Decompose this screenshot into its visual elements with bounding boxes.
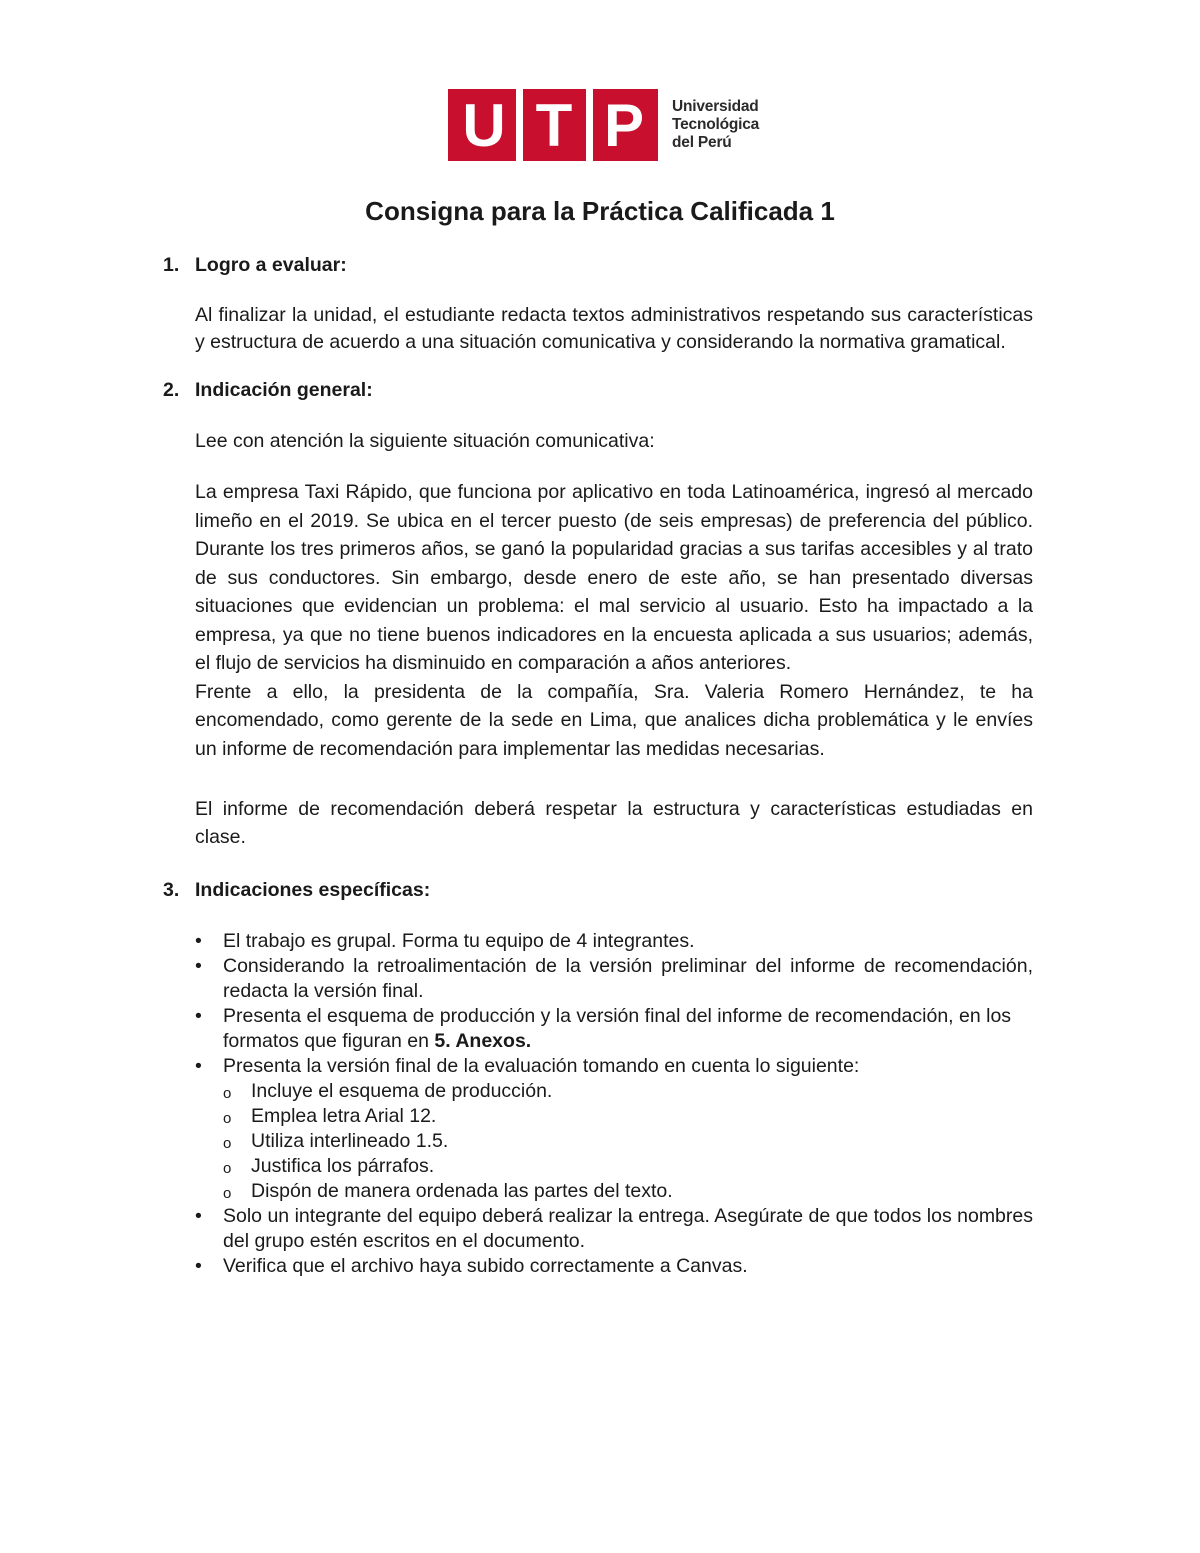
logo-divider — [586, 89, 593, 161]
section-2-intro: Lee con atención la siguiente situación comunicativa: — [195, 430, 655, 452]
document-body — [163, 252, 1033, 1279]
list-item-text: Verifica que el archivo haya subido correctamente a Canvas. — [223, 1255, 748, 1277]
sub-list-item-text: Utiliza interlineado 1.5. — [251, 1130, 449, 1152]
section-number: 3. — [163, 879, 180, 901]
section-2-paragraph-1: La empresa Taxi Rápido, que funciona por aplicativo en toda Latinoamérica, ingresó al mercado limeño en el 2019. Se ubica en el tercer puesto (de seis empresas) de preferencia del público. Durante los tres primeros años, se ganó la popularidad gracias a sus tarifas accesibles y al trato de sus conductores. Sin embargo, desde enero de este año, se han presentado diversas situaciones que evidencian un problema: el mal servicio al usuario. Esto ha impactado a la empresa, ya que no tiene buenos indicadores en la encuesta aplicada a sus usuarios; además, el flujo de servicios ha disminuido en comparación a años anteriores. — [195, 481, 1033, 674]
circle-bullet-icon: o — [223, 1135, 232, 1152]
sub-list-item-text: Incluye el esquema de producción. — [251, 1080, 553, 1102]
section-1-heading — [163, 252, 1033, 279]
section-title: Indicación general: — [195, 379, 373, 401]
list-item — [163, 1254, 1033, 1279]
bullet-icon: • — [195, 1055, 202, 1077]
section-title: Indicaciones específicas: — [195, 879, 431, 901]
bullet-icon: • — [195, 955, 202, 977]
logo-wordmark — [672, 89, 759, 161]
bullet-icon: • — [195, 1205, 202, 1227]
specific-instructions-list — [163, 929, 1033, 1279]
logo-letter-t: T — [535, 92, 573, 159]
section-2-heading — [163, 377, 1033, 404]
sub-list-item — [163, 1104, 1033, 1129]
circle-bullet-icon: o — [223, 1185, 232, 1202]
list-item-text: Solo un integrante del equipo deberá realizar la entrega. Asegúrate de que todos los nombres del grupo estén escritos en el documento. — [223, 1205, 1033, 1252]
list-item-text: Presenta el esquema de producción y la versión final del informe de recomendación, en los formatos que figuran en — [223, 1005, 1012, 1052]
sub-list-item — [163, 1179, 1033, 1204]
list-item — [163, 1054, 1033, 1204]
circle-bullet-icon: o — [223, 1085, 232, 1102]
logo-line-3: del Perú — [672, 134, 732, 151]
logo-divider — [516, 89, 523, 161]
list-item — [163, 1204, 1033, 1254]
sub-list-item — [163, 1154, 1033, 1179]
sub-list-item-text: Justifica los párrafos. — [251, 1155, 435, 1177]
bullet-icon: • — [195, 930, 202, 952]
sub-list-item — [163, 1079, 1033, 1104]
section-1-text: Al finalizar la unidad, el estudiante redacta textos administrativos respetando sus características y estructura de acuerdo a una situación comunicativa y considerando la normativa gramatical. — [195, 304, 1033, 353]
sub-list-item-text: Dispón de manera ordenada las partes del texto. — [251, 1180, 673, 1202]
logo-line-2: Tecnológica — [672, 116, 760, 133]
sub-list-item-text: Emplea letra Arial 12. — [251, 1105, 437, 1127]
list-item-text: Presenta la versión final de la evaluación tomando en cuenta lo siguiente: — [223, 1055, 860, 1077]
circle-bullet-icon: o — [223, 1160, 232, 1177]
document-title: Consigna para la Práctica Calificada 1 — [365, 196, 835, 226]
circle-bullet-icon: o — [223, 1110, 232, 1127]
list-item-text: El trabajo es grupal. Forma tu equipo de 4 integrantes. — [223, 930, 695, 952]
section-title: Logro a evaluar: — [195, 254, 347, 276]
utp-logo — [448, 89, 759, 161]
annex-reference: 5. Anexos. — [434, 1030, 532, 1052]
logo-letter-p: P — [603, 92, 645, 159]
format-requirements-list — [223, 1079, 1033, 1204]
section-3-heading — [163, 877, 1033, 904]
section-2-paragraph-2: Frente a ello, la presidenta de la compañía, Sra. Valeria Romero Hernández, te ha encomendado, como gerente de la sede en Lima, que analices dicha problemática y le envíes un informe de recomendación para implementar las medidas necesarias. — [195, 680, 1033, 760]
section-number: 1. — [163, 254, 180, 276]
bullet-icon: • — [195, 1005, 202, 1027]
section-number: 2. — [163, 379, 180, 401]
logo-letter-u: U — [462, 92, 506, 159]
section-2-paragraph-3: El informe de recomendación deberá respetar la estructura y características estudiadas en clase. — [195, 798, 1033, 848]
list-item — [163, 1004, 1033, 1054]
list-item — [163, 954, 1033, 1004]
list-item-text: Considerando la retroalimentación de la versión preliminar del informe de recomendación, redacta la versión final. — [223, 955, 1033, 1002]
logo-mark — [448, 89, 658, 161]
bullet-icon: • — [195, 1255, 202, 1277]
list-item — [163, 929, 1033, 954]
sub-list-item — [163, 1129, 1033, 1154]
logo-line-1: Universidad — [672, 98, 759, 115]
